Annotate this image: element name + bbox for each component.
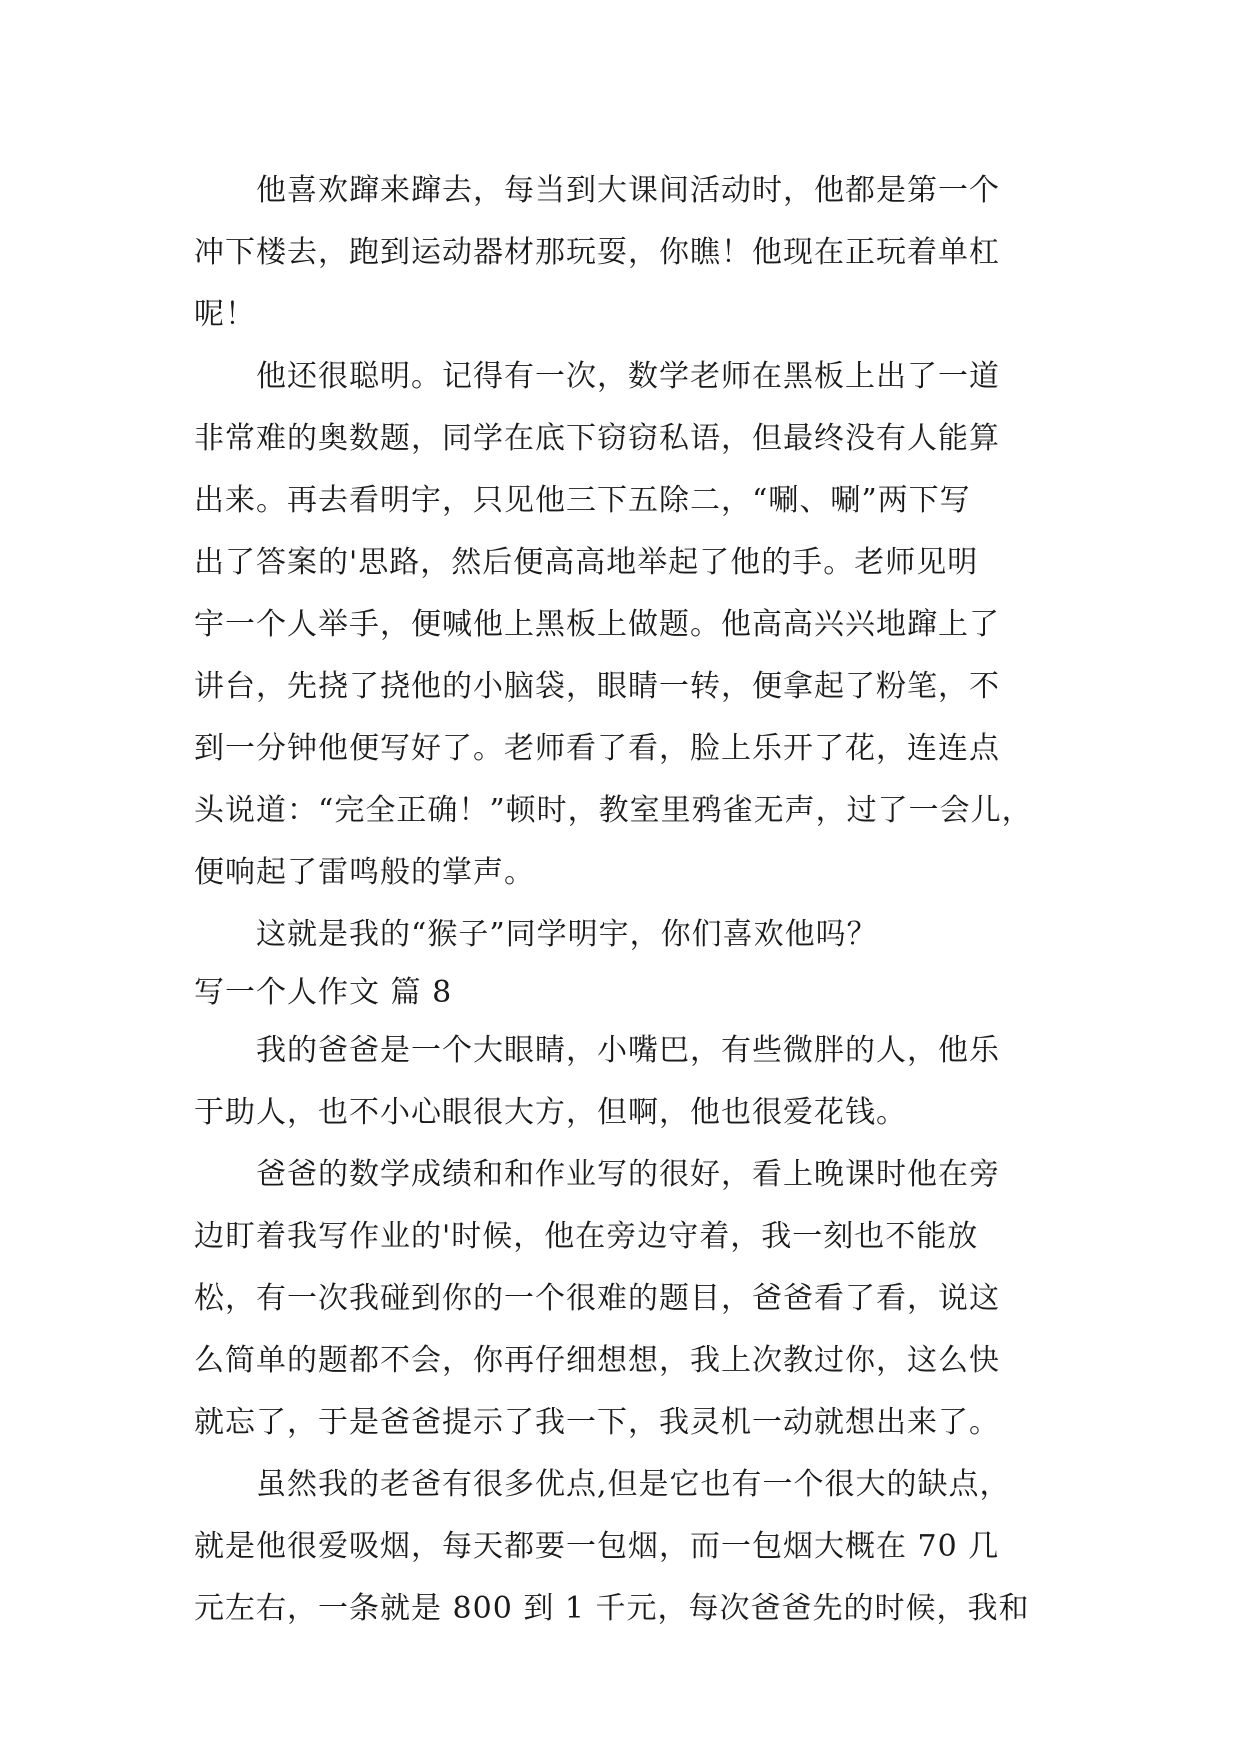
text-line: 冲下楼去，跑到运动器材那玩耍，你瞧！他现在正玩着单杠 (194, 235, 1000, 270)
text-line: 到一分钟他便写好了。老师看了看，脸上乐开了花，连连点 (194, 731, 1000, 766)
document-body (194, 160, 1054, 1640)
text-line: 元左右，一条就是 800 到 1 千元，每次爸爸先的时候，我和 (194, 1591, 1030, 1626)
text-line: 虽然我的老爸有很多优点,但是它也有一个很大的缺点， (256, 1467, 1011, 1502)
text-line: 出了答案的'思路，然后便高高地举起了他的手。老师见明 (194, 545, 979, 580)
text-line: 呢！ (194, 297, 256, 332)
text-line: 爸爸的数学成绩和和作业写的很好，看上晚课时他在旁 (256, 1157, 1000, 1192)
text-line: 宇一个人举手，便喊他上黑板上做题。他高高兴兴地蹿上了 (194, 607, 1000, 642)
text-line: 我的爸爸是一个大眼睛，小嘴巴，有些微胖的人，他乐 (256, 1033, 1000, 1068)
section-heading: 写一个人作文 篇 8 (194, 975, 453, 1010)
text-line: 松，有一次我碰到你的一个很难的题目，爸爸看了看，说这 (194, 1281, 1000, 1316)
text-line: 这就是我的“猴子”同学明宇，你们喜欢他吗？ (256, 917, 878, 952)
text-line: 于助人，也不小心眼很大方，但啊，他也很爱花钱。 (194, 1095, 907, 1130)
text-line: 他还很聪明。记得有一次，数学老师在黑板上出了一道 (256, 359, 1000, 394)
text-line: 非常难的奥数题，同学在底下窃窃私语，但最终没有人能算 (194, 421, 1000, 456)
text-line: 便响起了雷鸣般的掌声。 (194, 855, 535, 890)
text-line: 就是他很爱吸烟，每天都要一包烟，而一包烟大概在 70 几 (194, 1529, 1000, 1564)
text-line: 就忘了，于是爸爸提示了我一下，我灵机一动就想出来了。 (194, 1405, 1000, 1440)
text-line: 讲台，先挠了挠他的小脑袋，眼睛一转，便拿起了粉笔，不 (194, 669, 1000, 704)
text-line: 头说道：“完全正确！”顿时，教室里鸦雀无声，过了一会儿， (194, 793, 1033, 828)
text-line: 他喜欢蹿来蹿去，每当到大课间活动时，他都是第一个 (256, 173, 1000, 208)
text-line: 么简单的题都不会，你再仔细想想，我上次教过你，这么快 (194, 1343, 1000, 1378)
text-line: 出来。再去看明宇，只见他三下五除二，“唰、唰”两下写 (194, 483, 971, 518)
text-line: 边盯着我写作业的'时候，他在旁边守着，我一刻也不能放 (194, 1219, 979, 1254)
